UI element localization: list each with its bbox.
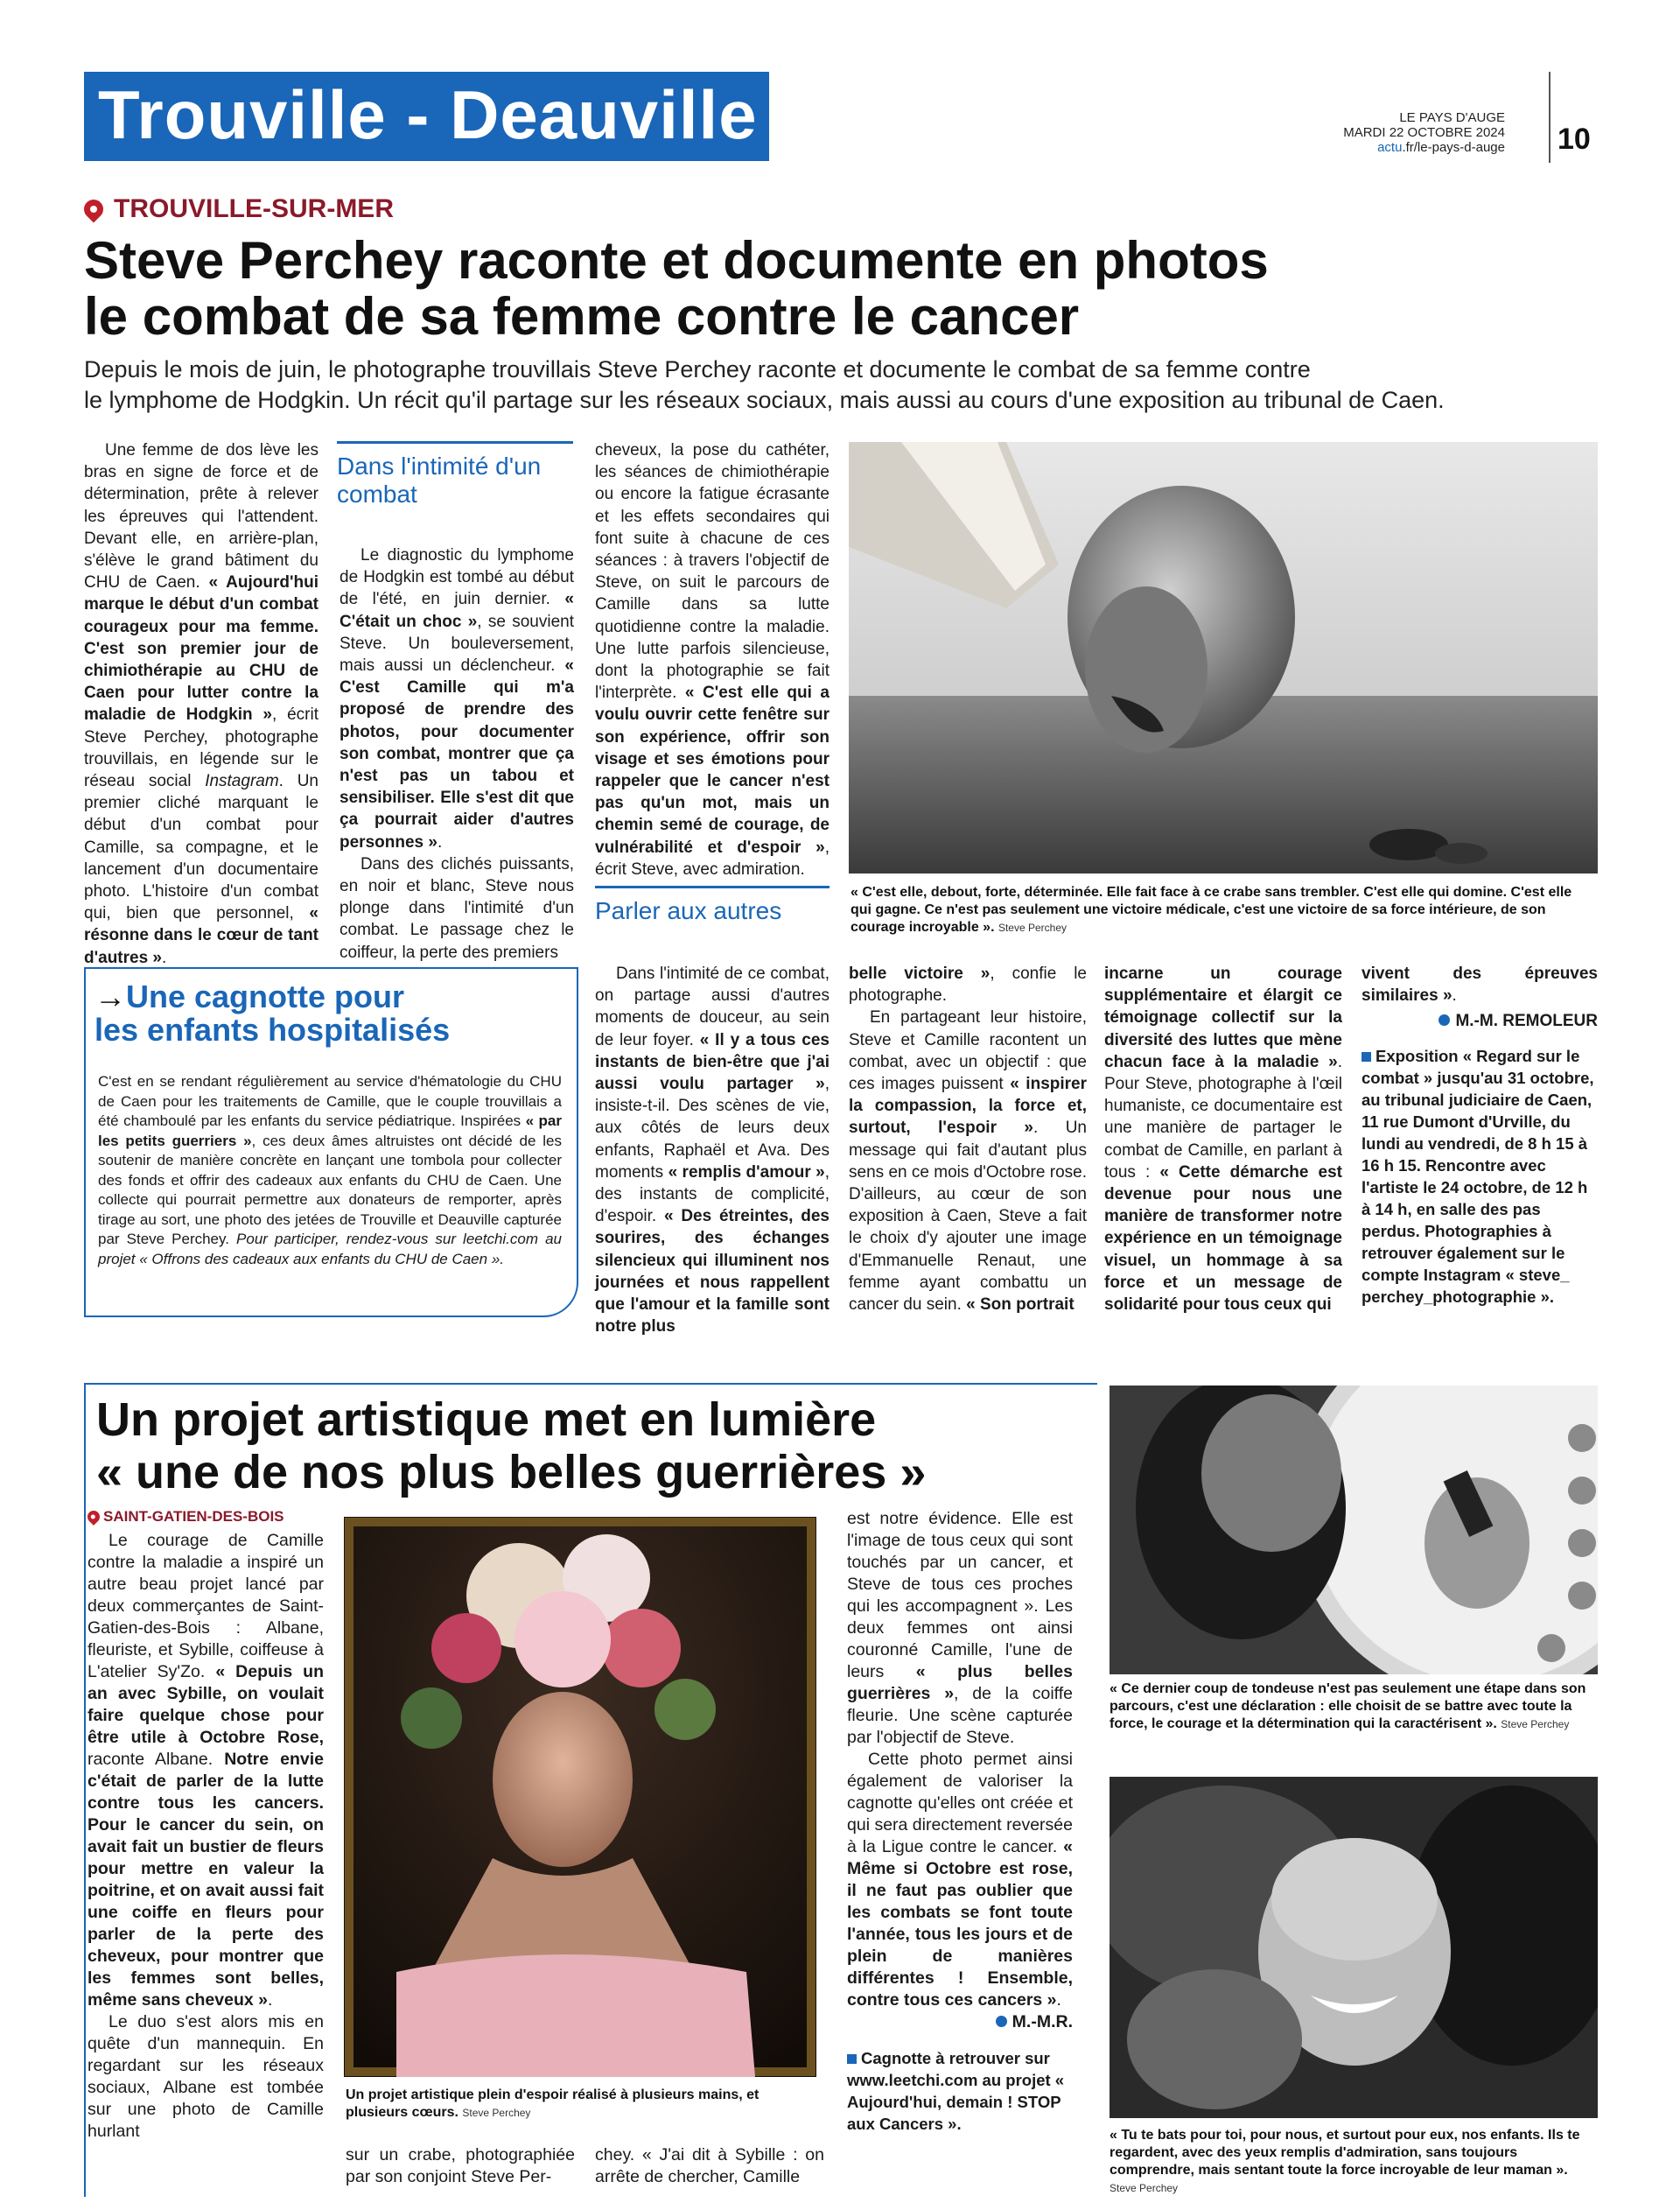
article-column-3: cheveux, la pose du cathéter, les séances de chimiothérapie ou encore la fatigue écrasante et les effets secondaires qui font suite à chacune de ces séances : à travers l'objectif de Steve, on suit le parcours de Camille dans sa lutte quotidienne contre la maladie. Une lutte parfois silencieuse, dont la photographie se fait l'interprète. « C'est elle qui a voulu ouvrir cette fenêtre sur son expérience, offrir son visage et ses émotions pour rappeler que le cancer n'est pas qu'un mot, mais un chemin semé de courage, de vulnérabilité et d'espoir », écrit Steve, avec admiration. (595, 441, 830, 879)
photo-family-embrace (1110, 1777, 1598, 2118)
fundraiser-box-body: C'est en se rendant régulièrement au service d'hématologie du CHU de Caen pour les traitements de Camille, que le couple trouvillais a été chamboulé par les enfants du service pédiatrique. Inspirées « par les petits guerriers », ces deux âmes altruistes ont décidé de les soutenir de manière concrète en lançant une tombola pour collecter des fonds et offrir des cadeaux aux enfants du CHU de Caen. Une collecte qui pourrait permettre aux donateurs de remporter, après tirage au sort, une photo des jetées de Trouville et Deauville capturée par Steve Perchey. Pour participer, rendez-vous sur leetchi.com au projet « Offrons des cadeaux aux enfants du CHU de Caen ». (98, 1073, 562, 1267)
bullet-dot-icon (1438, 1014, 1450, 1026)
article-lede: Depuis le mois de juin, le photographe trouvillais Steve Perchey raconte et documente le combat de sa femme contre le lymphome de Hodgkin. Un récit qu'il partage sur les réseaux sociaux, mais aussi au cours d'une exposition au tribunal de Caen. (84, 356, 1445, 413)
exhibition-info: Exposition « Regard sur le combat » jusqu'au 31 octobre, au tribunal judiciaire de Caen, 11 rue Dumont d'Urville, du lundi au vendredi, de 8 h 15 à 16 h 15. Rencontre avec l'artiste le 24 octobre, de 12 h à 14 h, en salle des pas perdus. Photographies à retrouver également sur le compte Instagram « steve_ perchey_photographie ». (1362, 1046, 1594, 1306)
section-title: Trouville - Deauville (98, 76, 758, 153)
fundraiser-box-title: →Une cagnotte pour les enfants hospitalisés (94, 979, 451, 1048)
photo-1-caption: « C'est elle, debout, forte, déterminée. Elle fait face à ce crabe sans trembler. C'est elle qui domine. C'est elle qui gagne. Ce n'est pas seulement une victoire médicale, c'est une victoire de sa force intérieure, de son courage incroyable ». Steve Perchey (850, 885, 1572, 935)
article-column-4: belle victoire », confie le photographe. En partageant leur histoire, Steve et Camille racontent un combat, avec un objectif : que ces images puissent « inspirer la compassion, la force et, surtout, l'espoir ». Un message qui fait d'autant plus sens en ce mois d'Octobre rose. D'ailleurs, au cœur de son exposition à Caen, Steve a fait le choix d'y ajouter une image d'Emmanuelle Renaut, une femme ayant combattu un cancer du sein. « Son portrait (849, 965, 1087, 1315)
photo-2-caption: Un projet artistique plein d'espoir réalisé à plusieurs mains, et plusieurs cœurs. Steve Perchey (346, 2087, 760, 2120)
issue-date: MARDI 22 OCTOBRE 2024 (1343, 125, 1505, 140)
bullet-dot-icon (996, 2016, 1007, 2027)
article-2-headline: Un projet artistique met en lumière « une de nos plus belles guerrières » (96, 1393, 927, 1498)
photo-4-caption: « Tu te bats pour toi, pour nous, et surtout pour eux, nos enfants. Ils te regardent, avec des yeux remplis d'admiration, sans toujours comprendre, mais sentant toute la force incroyable de leur maman ». Steve Perchey (1110, 2128, 1580, 2194)
arrow-right-icon: → (94, 979, 126, 1014)
article-2-column-3: est notre évidence. Elle est l'image de tous ceux qui sont touchés par un cancer, et Steve de tous ces proches qui les accompagnent ». Les deux femmes ont ainsi couronné Camille, l'une de leurs « plus belles guerrières », de la coiffe fleurie. Une scène capturée par l'objectif de Steve. Cette photo permet ainsi également de valoriser la cagnotte qu'elles ont créée et qui sera directement reversée à la Ligue contre le cancer. « Même si Octobre est rose, il ne faut pas oublier que les combats se font toute l'année, tous les jours et de plein de manières différentes ! Ensemble, contre tous ces cancers ». M.-M.R. Cagnotte à retrouver sur www.leetchi.com au projet « Aujourd'hui, demain ! STOP aux Cancers ». (847, 1509, 1074, 2133)
page-number: 10 (1558, 123, 1591, 156)
article-column-3b: Dans l'intimité de ce combat, on partage aussi d'autres moments de douceur, au sein de leur foyer. « Il y a tous ces instants de bien-être que j'ai aussi voulu partager », insiste-t-il. Des scènes de vie, aux côtés de leurs deux enfants, Raphaël et Ava. Des moments « remplis d'amour », des instants de complicité, d'espoir. « Des étreintes, des sourires, des échanges silencieux qui illuminent nos journées et nous rappellent que l'amour et la famille sont notre plus (595, 965, 830, 1337)
article-column-2: Le diagnostic du lymphome de Hodgkin est tombé au début de l'été, en juin dernier. « C'était un choc », se souvient Steve. Un bouleversement, mais aussi un déclencheur. « C'est Camille qui m'a proposé de prendre des photos, pour documenter son combat, montrer que ça n'est pas un tabou et sensibiliser. Elle s'est dit que ça pourrait aider d'autres personnes ». Dans des clichés puissants, en noir et blanc, Steve nous plonge dans l'intimité d'un combat. Le passage chez le coiffeur, la perte des premiers (340, 546, 574, 962)
photo-floral-crown (344, 1517, 816, 2077)
article-column-5: incarne un courage supplémentaire et élargit ce témoignage collectif sur la diversité des luttes que mène chacun face à la maladie ». Pour Steve, photographe à l'œil humaniste, ce documentaire est une manière de partager le combat de Camille, en parlant à tous : « Cette démarche est devenue pour nous une manière de transformer notre expérience en un témoignage visuel, un hommage à sa force et un message de solidarité pour tous ceux qui (1104, 965, 1342, 1315)
article-2-below-photo-a: sur un crabe, photographiée par son conjoint Steve Per- (346, 2145, 575, 2186)
photo-3-caption: « Ce dernier coup de tondeuse n'est pas seulement une étape dans son parcours, c'est une déclaration : elle choisit de se battre avec toute la force, le courage et la détermination qui la caractérisent ». Steve Perchey (1110, 1681, 1586, 1731)
location-pin-icon (80, 195, 107, 222)
subheading-intimacy: Dans l'intimité d'un combat (337, 441, 573, 509)
article-2-column-1: Le courage de Camille contre la maladie a inspiré un autre beau projet lancé par deux commerçantes de Saint-Gatien-des-Bois : Albane, fleuriste, et Sybille, coiffeuse à L'atelier Sy'Zo. « Depuis un an avec Sybille, on voulait faire quelque chose pour être utile à Octobre Rose, raconte Albane. Notre envie c'était de parler de la lutte contre tous les cancers. Pour le cancer du sein, on avait fait un bustier de fleurs pour mettre en valeur la poitrine, et on avait aussi fait une coiffe en fleurs pour parler de la perte des cheveux, pour montrer que les femmes sont belles, même sans cheveux ». Le duo s'est alors mis en quête d'un mannequin. En regardant sur les réseaux sociaux, Albane est tombée sur une photo de Camille hurlant (88, 1531, 325, 2141)
subheading-talk-to-others: Parler aux autres (595, 886, 830, 925)
photo-mirror-shave (1110, 1386, 1598, 1674)
masthead (1343, 110, 1505, 155)
article-2-below-photo-b: chey. « J'ai dit à Sybille : on arrête de chercher, Camille (595, 2145, 824, 2186)
article-author: M.-M. REMOLEUR (1362, 1010, 1598, 1032)
newspaper-name: LE PAYS D'AUGE (1399, 110, 1505, 125)
fundraiser-info: Cagnotte à retrouver sur www.leetchi.com au projet « Aujourd'hui, demain ! STOP aux Cancers ». (847, 2049, 1065, 2133)
square-bullet-icon (1362, 1052, 1371, 1062)
article-2-location: SAINT-GATIEN-DES-BOIS (88, 1508, 284, 1526)
article-headline: Steve Perchey raconte et documente en photos le combat de sa femme contre le cancer (84, 231, 1269, 346)
photo-scream-crab (849, 442, 1598, 873)
article-column-6: vivent des épreuves similaires ». M.-M. REMOLEUR Exposition « Regard sur le combat » jusqu'au 31 octobre, au tribunal judiciaire de Caen, 11 rue Dumont d'Urville, du lundi au vendredi, de 8 h 15 à 16 h 15. Rencontre avec l'artiste le 24 octobre, de 12 h à 14 h, en salle des pas perdus. Photographies à retrouver également sur le compte Instagram « steve_ perchey_photographie ». (1362, 965, 1598, 1306)
website-link[interactable]: actu.fr/le-pays-d-auge (1377, 140, 1505, 155)
square-bullet-icon (847, 2054, 857, 2064)
article-location: TROUVILLE-SUR-MER (84, 194, 394, 224)
article-column-1: Une femme de dos lève les bras en signe de force et de détermination, prête à relever les épreuves qui l'attendent. Devant elle, en arrière-plan, s'élève le grand bâtiment du CHU de Caen. « Aujourd'hui marque le début d'un combat courageux pour ma femme. C'est son premier jour de chimiothérapie au CHU de Caen pour lutter contre la maladie de Hodgkin », écrit Steve Perchey, photographe trouvillais, en légende sur le réseau social Instagram. Un premier cliché marquant le début d'un combat pour Camille, sa compagne, et le lancement d'un documentaire photo. L'histoire d'un combat qui, bien que personnel, « résonne dans le cœur de tant d'autres ». (84, 441, 319, 967)
location-pin-icon (85, 1508, 102, 1526)
article-2-author: M.-M.R. (847, 2011, 1073, 2033)
